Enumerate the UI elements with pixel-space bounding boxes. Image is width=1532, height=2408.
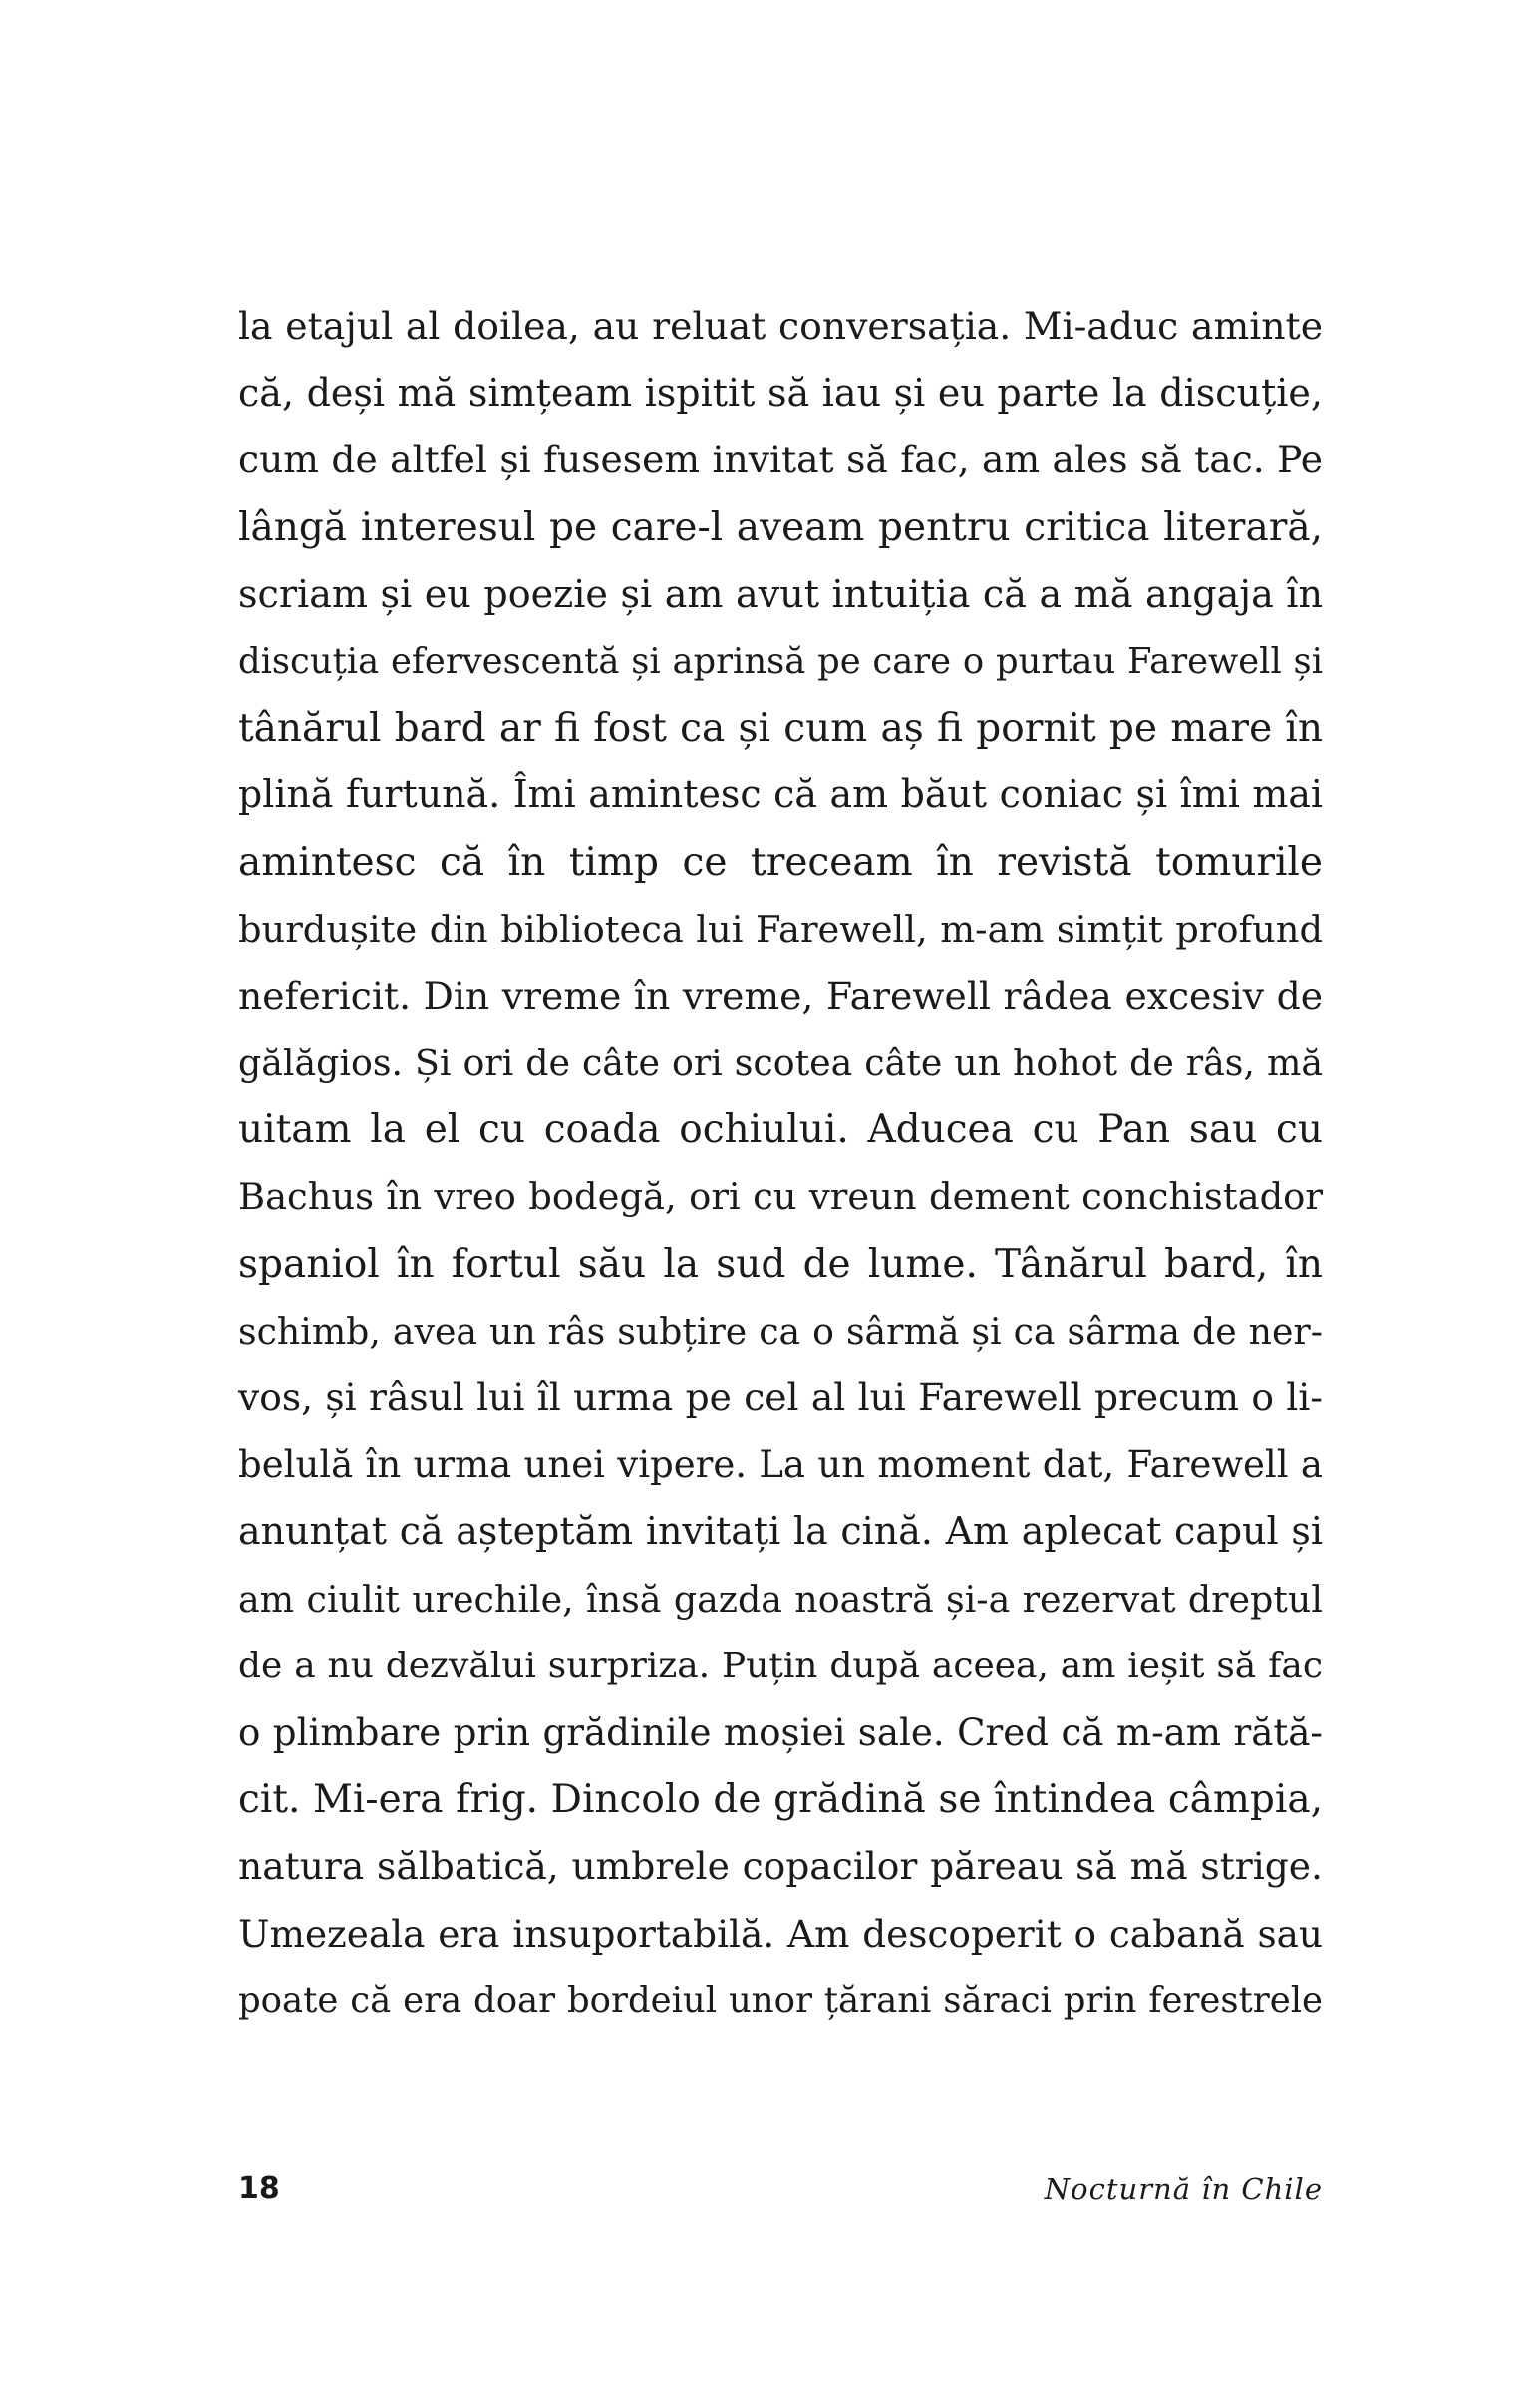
body-text (238, 293, 1323, 2034)
running-title: Nocturnă în Chile (1044, 2172, 1323, 2206)
text-line: gălăgios. Și ori de câte ori scotea câte un hohot de râs, mă (238, 1042, 1323, 1085)
text-line: am ciulit urechile, însă gazda noastră și-a rezervat dreptul (238, 1577, 1323, 1621)
page-footer (238, 2169, 1323, 2209)
text-line: tânărul bard ar fi fost ca și cum aș fi pornit pe mare în (238, 706, 1323, 752)
text-line: lângă interesul pe care-l aveam pentru critica literară, (238, 504, 1323, 550)
text-line: poate că era doar bordeiul unor țărani săraci prin ferestrele (238, 1979, 1323, 2021)
text-line: belulă în urma unei vipere. La un moment dat, Farewell a (238, 1443, 1323, 1487)
text-line: amintesc că în timp ce treceam în revistă tomurile (238, 839, 1323, 885)
text-line: nefericit. Din vreme în vreme, Farewell râdea excesiv de (238, 973, 1323, 1018)
text-line: cum de altfel și fusesem invitat să fac, am ales să tac. Pe (238, 438, 1323, 482)
text-line: scriam și eu poezie și am avut intuiția că a mă angaja în (238, 571, 1323, 616)
text-line: spaniol în fortul său la sud de lume. Tânărul bard, în (238, 1241, 1323, 1287)
text-line: burdușite din biblioteca lui Farewell, m-am simțit profund (238, 907, 1323, 951)
text-line: Bachus în vreo bodegă, ori cu vreun dement conchistador (238, 1175, 1323, 1219)
text-line: discuția efervescentă și aprinsă pe care o purtau Farewell și (238, 640, 1323, 682)
page-number: 18 (238, 2171, 280, 2206)
text-line: cit. Mi-era frig. Dincolo de grădină se întindea câmpia, (238, 1777, 1323, 1823)
text-line: natura sălbatică, umbrele copacilor păreau să mă strige. (238, 1844, 1323, 1889)
text-line: uitam la el cu coada ochiului. Aducea cu Pan sau cu (238, 1107, 1323, 1153)
text-line: la etajul al doilea, au reluat conversația. Mi-aduc aminte (238, 304, 1323, 348)
text-line: schimb, avea un râs subțire ca o sârmă și ca sârma de ner- (238, 1309, 1323, 1353)
text-line: că, deși mă simțeam ispitit să iau și eu parte la discuție, (238, 371, 1323, 416)
text-line: de a nu dezvălui surpriza. Puțin după aceea, am ieșit să fac (238, 1645, 1323, 1686)
text-line: vos, și râsul lui îl urma pe cel al lui Farewell precum o li- (238, 1375, 1323, 1419)
text-line: anunțat că așteptăm invitați la cină. Am aplecat capul și (238, 1509, 1323, 1554)
text-line: plină furtună. Îmi amintesc că am băut coniac și îmi mai (238, 772, 1323, 817)
text-line: Umezeala era insuportabilă. Am descoperit o cabană sau (238, 1911, 1323, 1956)
text-line: o plimbare prin grădinile moșiei sale. Cred că m-am rătă- (238, 1710, 1323, 1754)
